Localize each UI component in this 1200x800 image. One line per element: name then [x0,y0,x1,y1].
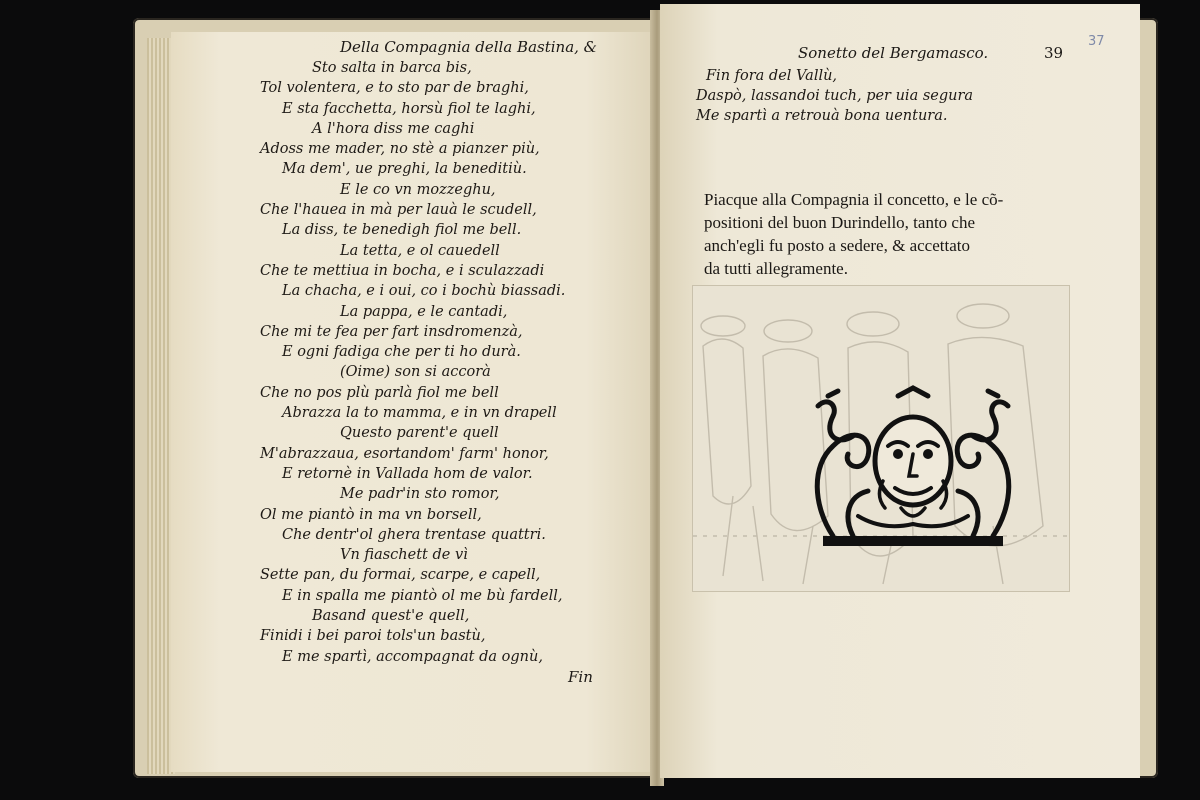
verse-line: Basand quest'e quell, [312,608,470,625]
verse-line: Ma dem', ue preghi, la beneditiù. [282,161,527,178]
verse-line: Che no pos plù parlà fiol me bell [260,384,499,401]
verse-line: E ogni fadiga che per ti ho durà. [282,344,521,361]
verse-line: M'abrazzaua, esortandom' farm' honor, [260,445,549,462]
verse-line: Me padr'in sto romor, [340,486,500,503]
verse-line: Tol volentera, e to sto par de braghi, [260,80,529,97]
verse-line: Che mi te fea per fart insdromenzà, [260,323,523,340]
woodcut-illustration [692,285,1070,592]
verse-line: Che te mettiua in bocha, e i sculazzadi [260,262,545,279]
prose-line: anch'egli fu posto a sedere, & accettato [704,236,970,255]
verse-line: A l'hora diss me caghi [312,120,475,137]
verse-line: Sto salta in barca bis, [312,60,472,76]
prose-paragraph [704,188,1074,280]
verse-line: E sta facchetta, horsù fiol te laghi, [282,100,536,117]
page-number: 39 [1044,44,1064,62]
woodcut-svg [693,286,1069,591]
verse-line: Questo parent'e quell [340,425,499,442]
verse-line: Daspò, lassandoi tuch, per uia segura [696,88,974,104]
prose-line: da tutti allegramente. [704,259,848,278]
left-verse [260,58,640,667]
end-word: Fin [568,668,593,686]
right-running-head: Sonetto del Bergamasco. [798,44,989,62]
verse-line: E in spalla me piantò ol me bù fardell, [282,587,563,604]
prose-line: positioni del buon Durindello, tanto che [704,213,976,232]
prose-line: Piacque alla Compagnia il concetto, e le cõ- [704,190,1004,209]
grotesque-mask-ornament [817,388,1009,546]
verse-line: La tetta, e ol cauedell [340,242,500,259]
pencil-folio-number: 37 [1088,34,1105,49]
verse-line: (Oime) son si accorà [340,364,491,381]
verse-line: Adoss me mader, no stè a pianzer più, [260,141,540,158]
right-verse [696,66,973,126]
verse-line: Fin fora del Vallù, [706,68,838,84]
verse-line: Finidi i bei paroi tols'un bastù, [260,628,486,645]
verse-line: Abrazza la to mamma, e in vn drapell [282,405,557,422]
verse-line: La chacha, e i oui, co i bochù biassadi. [282,283,566,300]
verse-line: Che dentr'ol ghera trentase quattri. [282,526,546,543]
verse-line: Sette pan, du formai, scarpe, e capell, [260,567,541,584]
right-page-show-through-top [700,80,727,118]
verse-line: E me spartì, accompagnat da ognù, [282,648,543,665]
verse-line: Me spartì a retrouà bona uentura. [696,108,948,124]
right-page-show-through-bottom [720,620,725,641]
verse-line: E retornè in Vallada hom de valor. [282,465,533,482]
verse-line: Vn fiaschett de vì [340,547,468,564]
verse-line: E le co vn mozzeghu, [340,181,496,198]
verse-line: La diss, te benedigh fiol me bell. [282,222,522,239]
verse-line: La pappa, e le cantadi, [340,303,508,320]
verse-line: Che l'hauea in mà per lauà le scudell, [260,202,537,219]
left-running-head: Della Compagnia della Bastina, & [340,38,598,56]
verse-line: Ol me piantò in ma vn borsell, [260,506,482,523]
